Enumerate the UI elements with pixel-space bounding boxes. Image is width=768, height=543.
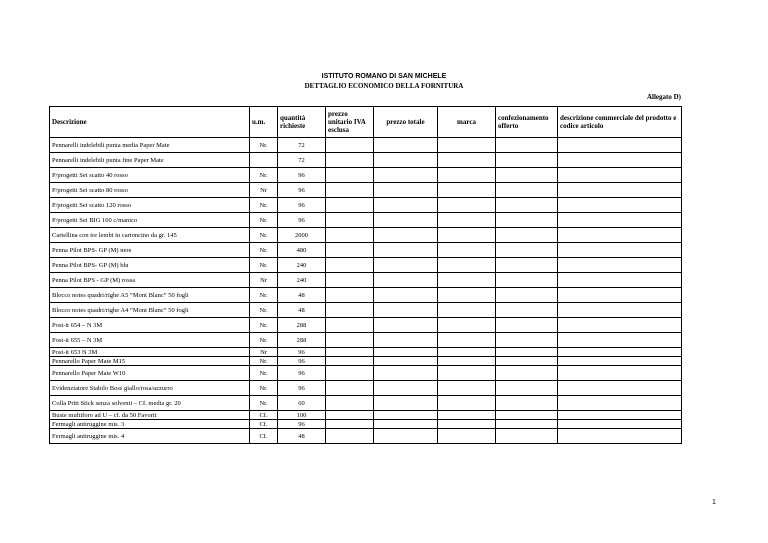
row-brand [438, 429, 496, 444]
row-packaging [496, 273, 558, 288]
row-commercial-description [558, 288, 682, 303]
row-packaging [496, 258, 558, 273]
col-header-descrizione: Descrizione [50, 107, 250, 138]
row-brand [438, 138, 496, 153]
row-total-price [374, 228, 438, 243]
row-packaging [496, 138, 558, 153]
row-unit-price [326, 381, 374, 396]
row-description: Blocco notes quadri/righe A5 “Mont Blanc” 50 fogli [50, 288, 250, 303]
row-packaging [496, 318, 558, 333]
row-total-price [374, 381, 438, 396]
row-total-price [374, 396, 438, 411]
row-packaging [496, 348, 558, 357]
row-commercial-description [558, 429, 682, 444]
allegato-label: Allegato D) [646, 93, 681, 101]
row-description: P/progetti Sei scatto 120 rosso [50, 198, 250, 213]
row-description: Pennarelli indelebili punta fine Paper Mate [50, 153, 250, 168]
col-header-prezzo-unitario: prezzo unitario IVA esclusa [326, 107, 374, 138]
row-total-price [374, 357, 438, 366]
row-unit [250, 153, 278, 168]
row-unit-price [326, 213, 374, 228]
col-header-descrizione-commerciale: descrizione commerciale del prodotto e codice articolo [558, 107, 682, 138]
row-quantity: 2000 [278, 228, 326, 243]
table-row [50, 396, 682, 411]
row-packaging [496, 381, 558, 396]
row-unit-price [326, 366, 374, 381]
row-commercial-description [558, 138, 682, 153]
row-commercial-description [558, 198, 682, 213]
row-brand [438, 153, 496, 168]
row-description: Pennarello Paper Mate M15 [50, 357, 250, 366]
row-total-price [374, 138, 438, 153]
row-unit: Nr. [250, 396, 278, 411]
row-total-price [374, 348, 438, 357]
row-unit: Nr. [250, 381, 278, 396]
row-unit-price [326, 153, 374, 168]
row-unit-price [326, 429, 374, 444]
row-unit: Nr. [250, 318, 278, 333]
row-description: Blocco notes quadri/righe A4 “Mont Blanc” 50 fogli [50, 303, 250, 318]
table-row [50, 183, 682, 198]
table-row [50, 138, 682, 153]
row-unit-price [326, 228, 374, 243]
table-body [50, 138, 682, 444]
row-quantity: 240 [278, 273, 326, 288]
row-brand [438, 303, 496, 318]
row-packaging [496, 243, 558, 258]
row-description: Penna Pilot BPS - GP (M) rossa [50, 273, 250, 288]
row-total-price [374, 366, 438, 381]
row-total-price [374, 318, 438, 333]
table-row [50, 411, 682, 420]
row-unit: Nr. [250, 258, 278, 273]
table-row [50, 420, 682, 429]
row-unit: Nr. [250, 198, 278, 213]
row-commercial-description [558, 153, 682, 168]
row-brand [438, 396, 496, 411]
row-description: Fermagli antiruggine mis. 3 [50, 420, 250, 429]
row-description: P/progetti Sei scatto 40 rosso [50, 168, 250, 183]
row-packaging [496, 396, 558, 411]
row-unit: Nr. [250, 213, 278, 228]
row-total-price [374, 288, 438, 303]
row-quantity: 96 [278, 168, 326, 183]
row-brand [438, 420, 496, 429]
row-packaging [496, 213, 558, 228]
table-row [50, 228, 682, 243]
row-description: Penna Pilot BPS- GP (M) blu [50, 258, 250, 273]
row-brand [438, 273, 496, 288]
row-total-price [374, 258, 438, 273]
row-description: Colla Pritt Stick senza solventi – Cf. media gr. 20 [50, 396, 250, 411]
row-commercial-description [558, 213, 682, 228]
table-row [50, 168, 682, 183]
row-unit-price [326, 411, 374, 420]
row-quantity: 72 [278, 138, 326, 153]
table-row [50, 213, 682, 228]
row-quantity: 240 [278, 258, 326, 273]
row-unit: Nr. [250, 243, 278, 258]
row-unit: Nr. [250, 357, 278, 366]
table-row [50, 381, 682, 396]
row-brand [438, 381, 496, 396]
row-brand [438, 168, 496, 183]
row-commercial-description [558, 411, 682, 420]
row-brand [438, 411, 496, 420]
row-total-price [374, 333, 438, 348]
row-commercial-description [558, 258, 682, 273]
row-quantity: 96 [278, 213, 326, 228]
row-commercial-description [558, 396, 682, 411]
row-description: Evidenziatore Stabilo Boss giallo/rosa/azzurro [50, 381, 250, 396]
row-packaging [496, 168, 558, 183]
row-packaging [496, 303, 558, 318]
row-commercial-description [558, 348, 682, 357]
row-brand [438, 258, 496, 273]
row-total-price [374, 168, 438, 183]
row-unit: Cf. [250, 420, 278, 429]
row-brand [438, 228, 496, 243]
row-description: Post-it 653 N 3M [50, 348, 250, 357]
table-row [50, 243, 682, 258]
row-unit-price [326, 243, 374, 258]
row-brand [438, 243, 496, 258]
row-commercial-description [558, 303, 682, 318]
row-description: Penna Pilot BPS- GP (M) nere [50, 243, 250, 258]
supply-table [49, 106, 682, 444]
row-quantity: 96 [278, 381, 326, 396]
row-packaging [496, 228, 558, 243]
row-total-price [374, 273, 438, 288]
row-packaging [496, 411, 558, 420]
row-description: Cartellina con tre lembi in cartoncino da gr. 145 [50, 228, 250, 243]
row-unit-price [326, 348, 374, 357]
table-row [50, 366, 682, 381]
row-packaging [496, 153, 558, 168]
row-quantity: 48 [278, 303, 326, 318]
page-number: 1 [712, 499, 716, 506]
row-unit-price [326, 333, 374, 348]
row-total-price [374, 153, 438, 168]
row-unit: Nr [250, 183, 278, 198]
row-commercial-description [558, 228, 682, 243]
row-brand [438, 318, 496, 333]
row-commercial-description [558, 366, 682, 381]
row-quantity: 96 [278, 366, 326, 381]
row-quantity: 72 [278, 153, 326, 168]
row-unit: Nr. [250, 228, 278, 243]
row-brand [438, 213, 496, 228]
document-subtitle: DETTAGLIO ECONOMICO DELLA FORNITURA [304, 82, 464, 90]
row-commercial-description [558, 183, 682, 198]
row-unit: Nr [250, 348, 278, 357]
table-row [50, 153, 682, 168]
row-unit-price [326, 288, 374, 303]
col-header-prezzo-totale: prezzo totale [374, 107, 438, 138]
table-row [50, 303, 682, 318]
row-unit-price [326, 318, 374, 333]
row-commercial-description [558, 333, 682, 348]
row-commercial-description [558, 243, 682, 258]
row-description: Fermagli antiruggine mis. 4 [50, 429, 250, 444]
row-packaging [496, 183, 558, 198]
row-quantity: 288 [278, 318, 326, 333]
table-row [50, 288, 682, 303]
col-header-um: u.m. [250, 107, 278, 138]
row-commercial-description [558, 357, 682, 366]
row-brand [438, 333, 496, 348]
row-description: Buste multiforo ad U – cf. da 50 Favorit [50, 411, 250, 420]
row-packaging [496, 429, 558, 444]
row-unit-price [326, 138, 374, 153]
row-description: P/progetti Sei scatto 80 rosso [50, 183, 250, 198]
row-brand [438, 348, 496, 357]
row-commercial-description [558, 381, 682, 396]
row-quantity: 96 [278, 420, 326, 429]
row-total-price [374, 243, 438, 258]
row-quantity: 48 [278, 288, 326, 303]
row-unit: Nr. [250, 366, 278, 381]
row-total-price [374, 429, 438, 444]
row-total-price [374, 183, 438, 198]
table-row [50, 333, 682, 348]
row-packaging [496, 198, 558, 213]
row-unit-price [326, 303, 374, 318]
row-quantity: 288 [278, 333, 326, 348]
row-brand [438, 366, 496, 381]
row-commercial-description [558, 318, 682, 333]
row-unit: Nr. [250, 138, 278, 153]
row-unit-price [326, 198, 374, 213]
row-quantity: 480 [278, 243, 326, 258]
row-unit-price [326, 183, 374, 198]
row-quantity: 96 [278, 198, 326, 213]
row-description: Pennarello Paper Mate W10 [50, 366, 250, 381]
table-row [50, 273, 682, 288]
row-unit-price [326, 168, 374, 183]
row-commercial-description [558, 273, 682, 288]
table-row [50, 357, 682, 366]
row-commercial-description [558, 168, 682, 183]
table-row [50, 348, 682, 357]
row-unit: Nr. [250, 168, 278, 183]
col-header-marca: marca [438, 107, 496, 138]
table-row [50, 198, 682, 213]
institute-title: ISTITUTO ROMANO DI SAN MICHELE [321, 73, 447, 80]
row-unit: Nr. [250, 288, 278, 303]
row-commercial-description [558, 420, 682, 429]
row-description: Pennarelli indelebili punta media Paper Mate [50, 138, 250, 153]
table-row [50, 429, 682, 444]
table-row [50, 258, 682, 273]
row-quantity: 96 [278, 357, 326, 366]
row-quantity: 96 [278, 348, 326, 357]
row-packaging [496, 357, 558, 366]
row-quantity: 48 [278, 429, 326, 444]
row-brand [438, 198, 496, 213]
row-brand [438, 183, 496, 198]
row-total-price [374, 198, 438, 213]
row-description: Post-it 655 – N 3M [50, 333, 250, 348]
row-unit-price [326, 420, 374, 429]
col-header-confezionamento: confezionamento offerto [496, 107, 558, 138]
row-packaging [496, 366, 558, 381]
row-description: Post-it 654 – N 3M [50, 318, 250, 333]
row-brand [438, 288, 496, 303]
row-unit: Nr. [250, 303, 278, 318]
row-brand [438, 357, 496, 366]
row-packaging [496, 333, 558, 348]
col-header-quantita: quantità richieste [278, 107, 326, 138]
row-total-price [374, 411, 438, 420]
row-unit: Nr [250, 273, 278, 288]
row-unit-price [326, 396, 374, 411]
row-description: P/progetti Sei BIG 160 c/manico [50, 213, 250, 228]
row-quantity: 96 [278, 183, 326, 198]
table-row [50, 318, 682, 333]
row-packaging [496, 420, 558, 429]
row-unit-price [326, 258, 374, 273]
row-unit-price [326, 273, 374, 288]
row-total-price [374, 420, 438, 429]
row-total-price [374, 213, 438, 228]
row-unit: Cf. [250, 429, 278, 444]
row-quantity: 100 [278, 411, 326, 420]
row-unit: Cf. [250, 411, 278, 420]
row-unit: Nr. [250, 333, 278, 348]
row-quantity: 60 [278, 396, 326, 411]
row-unit-price [326, 357, 374, 366]
row-total-price [374, 303, 438, 318]
row-packaging [496, 288, 558, 303]
